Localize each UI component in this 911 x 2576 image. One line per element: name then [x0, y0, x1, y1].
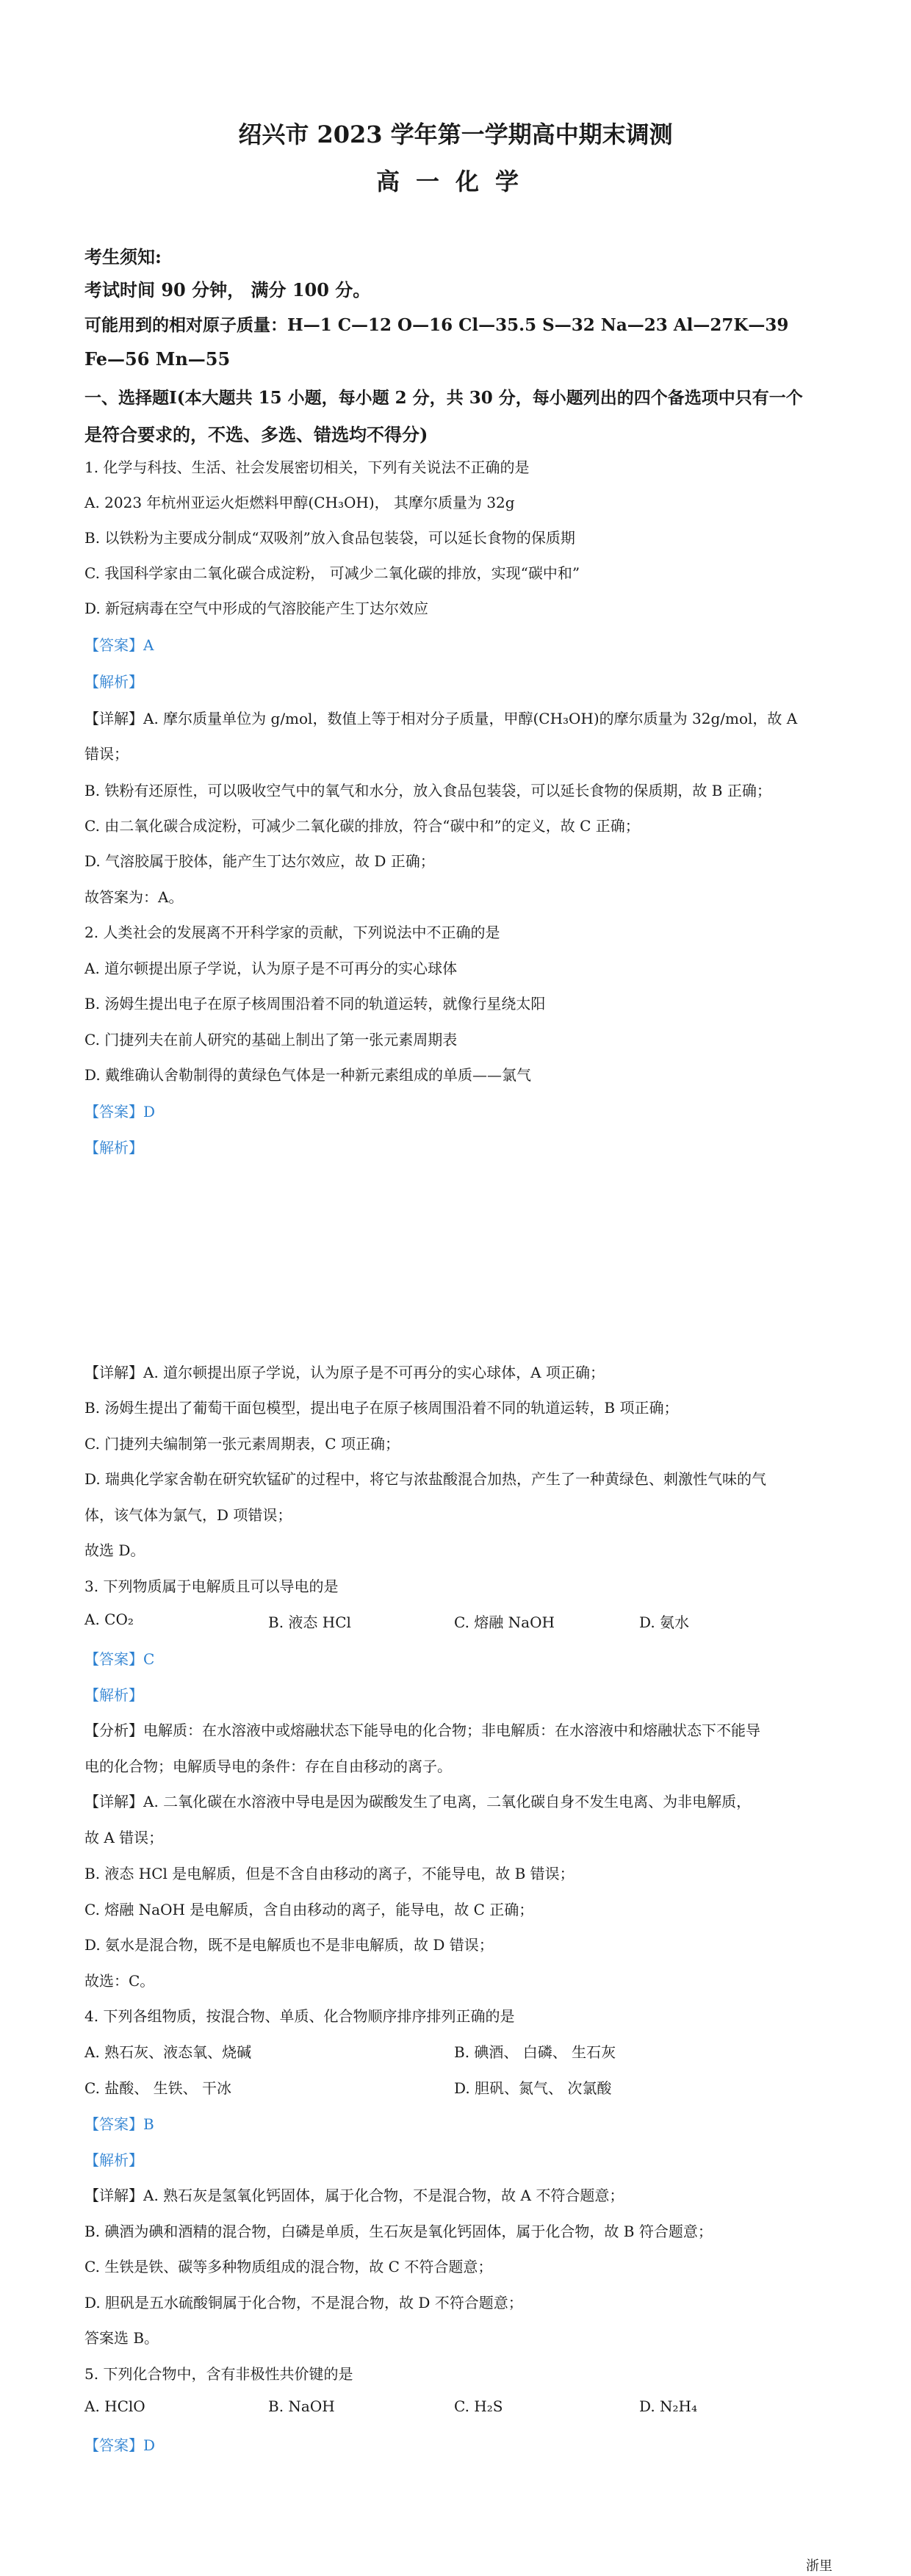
q2-detail-a: 【详解】A. 道尔顿提出原子学说，认为原子是不可再分的实心球体，A 项正确；	[84, 1364, 605, 1381]
q5-option-b: B. NaOH	[268, 2397, 335, 2415]
q1-conclusion: 故答案为：A。	[84, 888, 184, 906]
q3-option-c: C. 熔融 NaOH	[454, 1613, 555, 1631]
page-title: 绍兴市 2023 学年第一学期高中期末调测	[238, 120, 673, 148]
notice-heading: 考生须知:	[84, 246, 162, 267]
q3-answer: 【答案】C	[84, 1650, 155, 1668]
q5-answer: 【答案】D	[84, 2436, 156, 2454]
q4-detail-d: D. 胆矾是五水硫酸铜属于化合物，不是混合物，故 D 不符合题意；	[84, 2294, 523, 2311]
q1-analysis-label: 【解析】	[84, 673, 143, 691]
page-subtitle: 高一化学	[375, 168, 535, 195]
q1-option-c: C. 我国科学家由二氧化碳合成淀粉， 可减少二氧化碳的排放，实现“碳中和”	[84, 564, 580, 582]
q1-detail-b: B. 铁粉有还原性，可以吸收空气中的氧气和水分，放入食品包装袋，可以延长食物的保质期，故 B 正确；	[84, 782, 771, 799]
q1-option-b: B. 以铁粉为主要成分制成“双吸剂”放入食品包装袋，可以延长食物的保质期	[84, 529, 575, 547]
q2-option-c: C. 门捷列夫在前人研究的基础上制出了第一张元素周期表	[84, 1031, 458, 1048]
q3-stem: 3. 下列物质属于电解质且可以导电的是	[84, 1577, 339, 1595]
q4-option-d: D. 胆矾、氮气、 次氯酸	[454, 2079, 612, 2097]
q2-stem: 2. 人类社会的发展离不开科学家的贡献，下列说法中不正确的是	[84, 924, 500, 941]
q4-detail-a: 【详解】A. 熟石灰是氢氧化钙固体，属于化合物，不是混合物，故 A 不符合题意；	[84, 2187, 624, 2204]
q2-option-b: B. 汤姆生提出电子在原子核周围沿着不同的轨道运转，就像行星绕太阳	[84, 995, 546, 1012]
q5-option-a: A. HClO	[84, 2397, 145, 2415]
q2-detail-b: B. 汤姆生提出了葡萄干面包模型，提出电子在原子核周围沿着不同的轨道运转，B 项正确；	[84, 1399, 679, 1417]
q2-option-a: A. 道尔顿提出原子学说，认为原子是不可再分的实心球体	[84, 960, 458, 977]
q4-detail-c: C. 生铁是铁、碳等多种物质组成的混合物，故 C 不符合题意；	[84, 2258, 493, 2275]
q2-analysis-label: 【解析】	[84, 1139, 143, 1156]
q2-detail-c: C. 门捷列夫编制第一张元素周期表，C 项正确；	[84, 1435, 400, 1453]
q1-detail-d: D. 气溶胶属于胶体，能产生丁达尔效应，故 D 正确；	[84, 852, 435, 870]
notice-masses-2: Fe—56 Mn—55	[84, 348, 231, 370]
section-heading-1: 一、选择题Ⅰ(本大题共 15 小题，每小题 2 分，共 30 分，每小题列出的四个备选项中只有一个	[84, 388, 803, 408]
q4-conclusion: 答案选 B。	[84, 2329, 159, 2347]
q3-conclusion: 故选：C。	[84, 1972, 155, 1990]
q3-option-d: D. 氨水	[639, 1613, 690, 1631]
q4-detail-b: B. 碘酒为碘和酒精的混合物，白磷是单质，生石灰是氧化钙固体，属于化合物，故 B 符合题意；	[84, 2223, 713, 2240]
q1-option-d: D. 新冠病毒在空气中形成的气溶胶能产生丁达尔效应	[84, 600, 429, 617]
section-heading-2: 是符合要求的，不选、多选、错选均不得分)	[84, 424, 428, 445]
notice-masses-1: 可能用到的相对原子质量：H—1 C—12 O—16 Cl—35.5 S—32 Na—23 Al—27K—39	[84, 315, 789, 335]
q3-detail-d: D. 氨水是混合物，既不是电解质也不是非电解质，故 D 错误；	[84, 1936, 494, 1954]
q4-option-c: C. 盐酸、 生铁、 干冰	[84, 2079, 232, 2097]
q3-option-a: A. CO₂	[84, 1611, 134, 1628]
q2-option-d: D. 戴维确认舍勒制得的黄绿色气体是一种新元素组成的单质——氯气	[84, 1066, 532, 1084]
q1-detail-c: C. 由二氧化碳合成淀粉，可减少二氧化碳的排放，符合“碳中和”的定义，故 C 正确；	[84, 817, 640, 835]
q1-option-a: A. 2023 年杭州亚运火炬燃料甲醇(CH₃OH)， 其摩尔质量为 32g	[84, 494, 515, 511]
q2-detail-d-1: D. 瑞典化学家舍勒在研究软锰矿的过程中，将它与浓盐酸混合加热，产生了一种黄绿色、刺激性气味的气	[84, 1470, 767, 1488]
q1-detail-a-1: 【详解】A. 摩尔质量单位为 g/mol，数值上等于相对分子质量，甲醇(CH₃OH)的摩尔质量为 32g/mol，故 A	[84, 710, 798, 727]
q4-option-b: B. 碘酒、 白磷、 生石灰	[454, 2043, 616, 2061]
q3-detail-a-1: 【详解】A. 二氧化碳在水溶液中导电是因为碳酸发生了电离，二氧化碳自身不发生电离、为非电解质，	[84, 1793, 752, 1810]
q2-answer: 【答案】D	[84, 1103, 156, 1120]
q5-stem: 5. 下列化合物中，含有非极性共价键的是	[84, 2365, 353, 2383]
q4-option-a: A. 熟石灰、液态氧、烧碱	[84, 2043, 252, 2061]
q5-option-c: C. H₂S	[454, 2397, 503, 2415]
q3-fenxi-1: 【分析】电解质：在水溶液中或熔融状态下能导电的化合物；非电解质：在水溶液中和熔融状态下不能导	[84, 1721, 760, 1739]
q5-option-d: D. N₂H₄	[639, 2397, 698, 2415]
q1-stem: 1. 化学与科技、生活、社会发展密切相关，下列有关说法不正确的是	[84, 458, 530, 476]
q3-analysis-label: 【解析】	[84, 1686, 143, 1704]
q1-detail-a-2: 错误；	[84, 745, 129, 763]
q3-detail-a-2: 故 A 错误；	[84, 1829, 164, 1846]
notice-time: 考试时间 90 分钟， 满分 100 分。	[84, 279, 371, 301]
q3-fenxi-2: 电的化合物；电解质导电的条件：存在自由移动的离子。	[84, 1757, 452, 1775]
q4-analysis-label: 【解析】	[84, 2151, 143, 2169]
q4-stem: 4. 下列各组物质，按混合物、单质、化合物顺序排序排列正确的是	[84, 2007, 515, 2025]
q3-option-b: B. 液态 HCl	[268, 1613, 351, 1631]
q2-detail-d-2: 体，该气体为氯气，D 项错误；	[84, 1506, 292, 1524]
q3-detail-b: B. 液态 HCl 是电解质，但是不含自由移动的离子，不能导电，故 B 错误；	[84, 1865, 575, 1882]
q3-detail-c: C. 熔融 NaOH 是电解质，含自由移动的离子，能导电，故 C 正确；	[84, 1901, 534, 1918]
q1-answer: 【答案】A	[84, 636, 154, 654]
q4-answer: 【答案】B	[84, 2115, 154, 2133]
footer-text: 浙里	[806, 2558, 832, 2574]
q2-conclusion: 故选 D。	[84, 1541, 145, 1559]
